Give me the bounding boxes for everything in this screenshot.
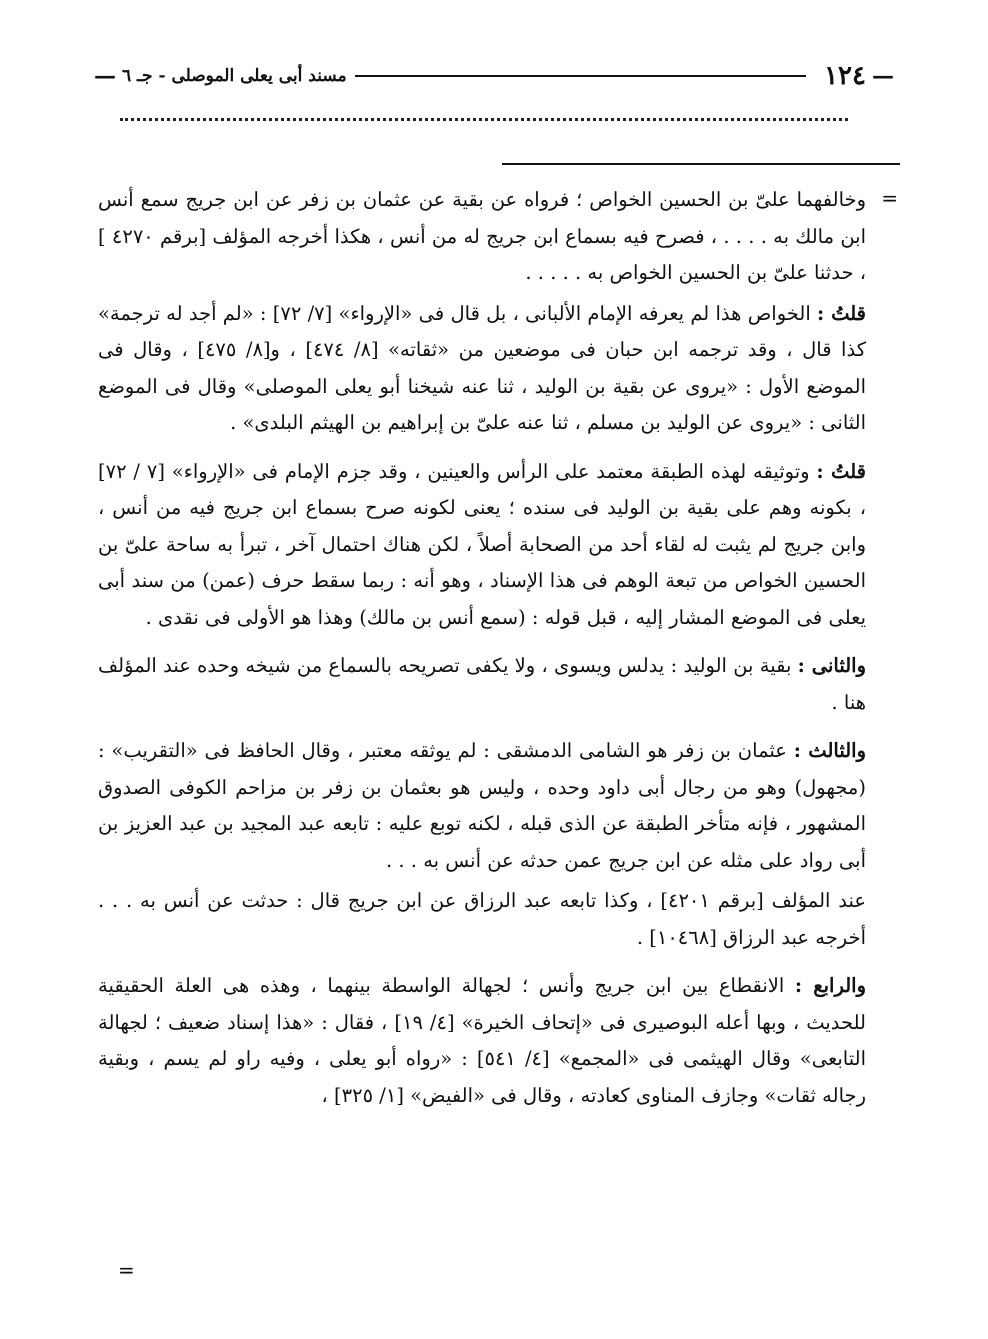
paragraph-lead: قلتُ : [816,459,866,483]
header-rule [355,75,806,77]
paragraph-text: وخالفهما علىّ بن الحسين الخواص ؛ فرواه عن بقية عن عثمان بن زفر عن ابن جريج سمع أنس ابن مالك به . . . . ، فصرح فيه بسماع ابن جريج له من أنس ، هكذا أخرجه المؤلف [برقم ٤٢٧٠ ] ، حدثنا علىّ بن الحسين الخواص به . . . . . [98,188,867,284]
continuation-marker-bottom: = [118,1258,135,1282]
paragraph-1 [98,182,866,292]
paragraph-text: الخواص هذا لم يعرفه الإمام الألبانى ، بل قال فى «الإرواء» [٧/ ٧٢] : «لم أجد له ترجمة» كذا قال ، وقد ترجمه ابن حبان فى موضعين من «ثقاته» [٨/ ٤٧٤] ، و[٨/ ٤٧٥] ، وقال فى الموضع الأول : «يروى عن بقية بن الوليد ، ثنا عنه شيخنا أبو يعلى الموصلى» وقال فى الموضع الثانى : «يروى عن الوليد بن مسلم ، ثنا عنه علىّ بن إبراهيم بن الهيثم البلدى» . [98,301,866,434]
book-title: مسند أبى يعلى الموصلى - جـ ٦ [122,66,347,86]
header-dash-left: — [94,63,116,89]
paragraph-lead: والرابع : [794,974,866,997]
paragraph-2 [98,296,866,442]
paragraph-5 [98,733,866,879]
paragraph-text: وتوثيقه لهذه الطبقة معتمد على الرأس والعينين ، وقد جزم الإمام فى «الإرواء» [٧ / ٧٢] ، بكونه وهم على بقية بن الوليد فى سنده ؛ يعنى لكونه صرح بسماع ابن جريج فيه من أنس ، وابن جريج لم يثبت له لقاء أحد من الصحابة أصلاً ، لكن هناك احتمال آخر ، تبرأ به ساحة علىّ بن الحسين الخواص من تبعة الوهم فى هذا الإسناد ، وهو أنه : ربما سقط حرف (عمن) من سند أبى يعلى فى الموضع المشار إليه ، قبل قوله : (سمع أنس بن مالك) وهذا هو الأولى فى نقدى . [98,459,866,629]
footnote-text [98,182,866,1118]
paragraph-4 [98,648,866,721]
paragraph-text: بقية بن الوليد : يدلس ويسوى ، ولا يكفى تصريحه بالسماع من شيخه وحده عند المؤلف هنا . [98,654,866,714]
dotted-separator [120,118,848,121]
paragraph-text: عند المؤلف [برقم ٤٢٠١] ، وكذا تابعه عبد الرزاق عن ابن جريج قال : حدثت عن أنس به . . . أخرجه عبد الرزاق [١٠٤٦٨] . [98,889,866,949]
continuation-marker-top: = [881,186,898,210]
page-number: ١٢٤ [824,61,866,91]
paragraph-lead: والثالث : [793,739,866,762]
paragraph-text: عثمان بن زفر هو الشامى الدمشقى : لم يوثقه معتبر ، وقال الحافظ فى «التقريب» : (مجهول) وهو من رجال أبى داود وحده ، وليس هو بعثمان بن زفر بن مزاحم الكوفى الصدوق المشهور ، فإنه متأخر الطبقة عن الذى قبله ، لكنه توبع عليه : تابعه عبد المجيد بن عبد العزيز بن أبى رواد على مثله عن ابن جريج عمن حدثه عن أنس به . . . [98,739,866,872]
paragraph-6 [98,883,866,956]
paragraph-lead: قلتُ : [817,301,866,325]
paragraph-3 [98,454,866,637]
paragraph-text: الانقطاع بين ابن جريج وأنس ؛ لجهالة الواسطة بينهما ، وهذه هى العلة الحقيقية للحديث ، وبها أعله البوصيرى فى «إتحاف الخيرة» [٤/ ١٩] ، فقال : «هذا إسناد ضعيف ؛ لجهالة التابعى» وقال الهيثمى فى «المجمع» [٤/ ٥٤١] : «رواه أبو يعلى ، وفيه راو لم يسم ، وبقية رجاله ثقات» وجازف المناوى كعادته ، وقال فى «الفيض» [١/ ٣٢٥] ، [98,974,866,1107]
paragraph-lead: والثانى : [797,654,866,677]
running-header [88,58,900,94]
header-dash-right: — [872,63,894,89]
footnote-rule [502,163,900,165]
paragraph-7 [98,968,866,1114]
